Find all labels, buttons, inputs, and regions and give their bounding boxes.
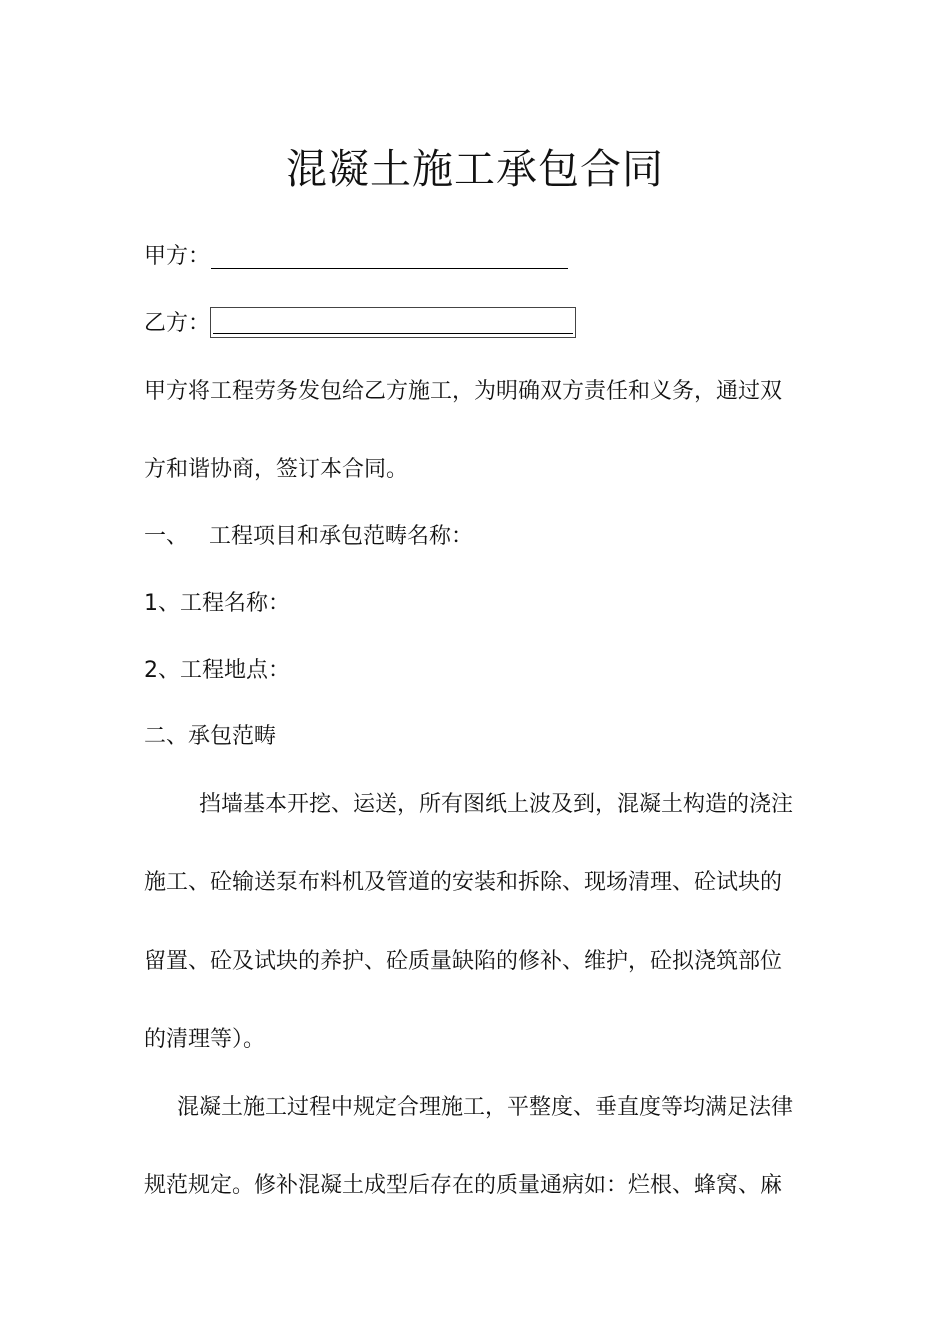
scope-line-3: 留置、砼及试块的养护、砼质量缺陷的修补、维护，砼拟浇筑部位 (144, 949, 783, 974)
scope-line-2: 施工、砼输送泵布料机及管道的安装和拆除、现场清理、砼试块的 (144, 870, 783, 895)
section-2-heading: 二、承包范畴 (144, 724, 277, 749)
party-b-field[interactable] (210, 307, 576, 338)
scope-line-4: 的清理等）。 (144, 1027, 266, 1052)
document-title: 混凝土施工承包合同 (286, 145, 664, 193)
party-b-blank-line (213, 333, 573, 334)
party-a-label: 甲方： (144, 244, 211, 269)
scope-line-1: 挡墙基本开挖、运送，所有图纸上波及到，混凝土构造的浇注 (199, 792, 794, 817)
intro-line-1: 甲方将工程劳务发包给乙方施工，为明确双方责任和义务，通过双 (144, 379, 783, 404)
party-b-label: 乙方： (144, 311, 211, 336)
party-a-blank-line (211, 268, 568, 269)
intro-line-2: 方和谐协商，签订本合同。 (144, 457, 409, 482)
item-project-location: 2、工程地点： (144, 658, 290, 683)
item-project-name: 1、工程名称： (144, 591, 290, 616)
section-1-heading: 一、 工程项目和承包范畴名称： (144, 524, 473, 549)
para2-line-1: 混凝土施工过程中规定合理施工，平整度、垂直度等均满足法律 (177, 1095, 794, 1120)
para2-line-2: 规范规定。修补混凝土成型后存在的质量通病如：烂根、蜂窝、麻 (144, 1173, 783, 1198)
